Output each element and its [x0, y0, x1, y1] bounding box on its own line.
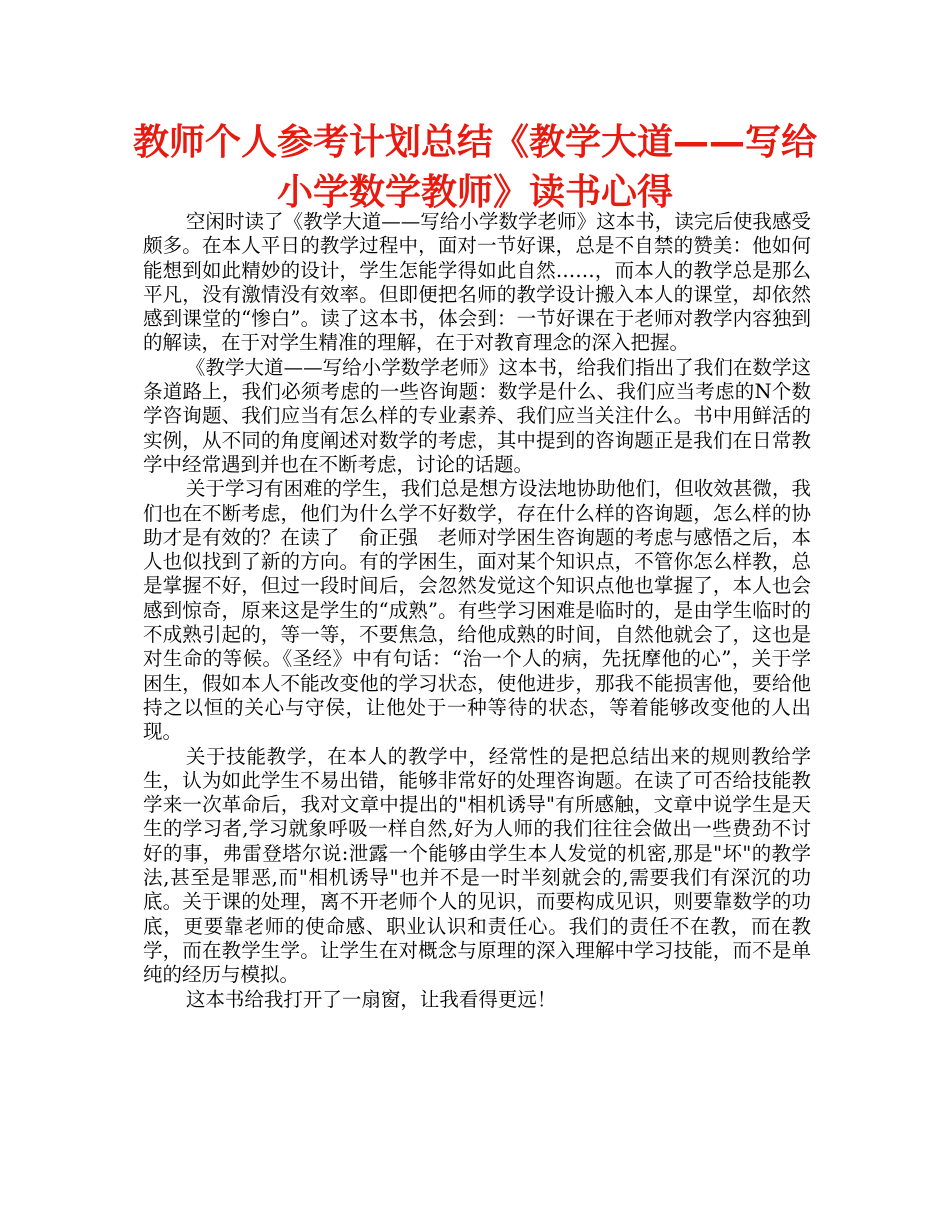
paragraph: 空闲时读了《教学大道——写给小学数学老师》这本书，读完后使我感受颇多。在本人平日的教学过程中，面对一节好课，总是不自禁的赞美：他如何能想到如此精妙的设计，学生怎能学得如此自然……，而本人的教学总是那么平凡，没有激情没有效率。但即便把名师的教学设计搬入本人的课堂，却依然感到课堂的“惨白”。读了这本书，体会到：一节好课在于老师对教学内容独到的解读，在于对学生精准的理解，在于对教育理念的深入把握。 — [143, 210, 811, 355]
document-body — [143, 210, 811, 1012]
document-title: 教师个人参考计划总结《教学大道——写给小学数学教师》读书心得 — [132, 122, 817, 213]
paragraph: 关于技能教学，在本人的教学中，经常性的是把总结出来的规则教给学生，认为如此学生不易出错，能够非常好的处理咨询题。在读了可否给技能教学来一次革命后，我对文章中提出的"相机诱导"有所感触，文章中说学生是天生的学习者,学习就象呼吸一样自然,好为人师的我们往往会做出一些费劲不讨好的事，弗雷登塔尔说:泄露一个能够由学生本人发觉的机密,那是"坏"的教学法,甚至是罪恶,而"相机诱导"也并不是一时半刻就会的,需要我们有深沉的功底。关于课的处理，离不开老师个人的见识，而要构成见识，则要靠数学的功底，更要靠老师的使命感、职业认识和责任心。我们的责任不在教，而在教学，而在教学生学。让学生在对概念与原理的深入理解中学习技能，而不是单纯的经历与模拟。 — [143, 744, 811, 987]
paragraph: 这本书给我打开了一扇窗，让我看得更远！ — [185, 987, 557, 1011]
paragraph: 关于学习有困难的学生，我们总是想方设法地协助他们，但收效甚微，我们也在不断考虑，他们为什么学不好数学，存在什么样的咨询题，怎么样的协助才是有效的？在读了 俞正强 老师对学困生咨询题的考虑与感悟之后，本人也似找到了新的方向。有的学困生，面对某个知识点，不管你怎么样教，总是掌握不好，但过一段时间后，会忽然发觉这个知识点他也掌握了，本人也会感到惊奇，原来这是学生的“成熟”。有些学习困难是临时的，是由学生临时的不成熟引起的，等一等，不要焦急，给他成熟的时间，自然他就会了，这也是对生命的等候。《圣经》中有句话：“治一个人的病，先抚摩他的心”，关于学困生，假如本人不能改变他的学习状态，使他进步，那我不能损害他，要给他持之以恒的关心与守侯，让他处于一种等待的状态，等着能够改变他的人出现。 — [143, 477, 811, 744]
paragraph: 《教学大道——写给小学数学老师》这本书，给我们指出了我们在数学这条道路上，我们必须考虑的一些咨询题：数学是什么、我们应当考虑的N个数学咨询题、我们应当有怎么样的专业素养、我们应当关注什么。书中用鲜活的实例，从不同的角度阐述对数学的考虑，其中提到的咨询题正是我们在日常教学中经常遇到并也在不断考虑，讨论的话题。 — [143, 355, 811, 476]
